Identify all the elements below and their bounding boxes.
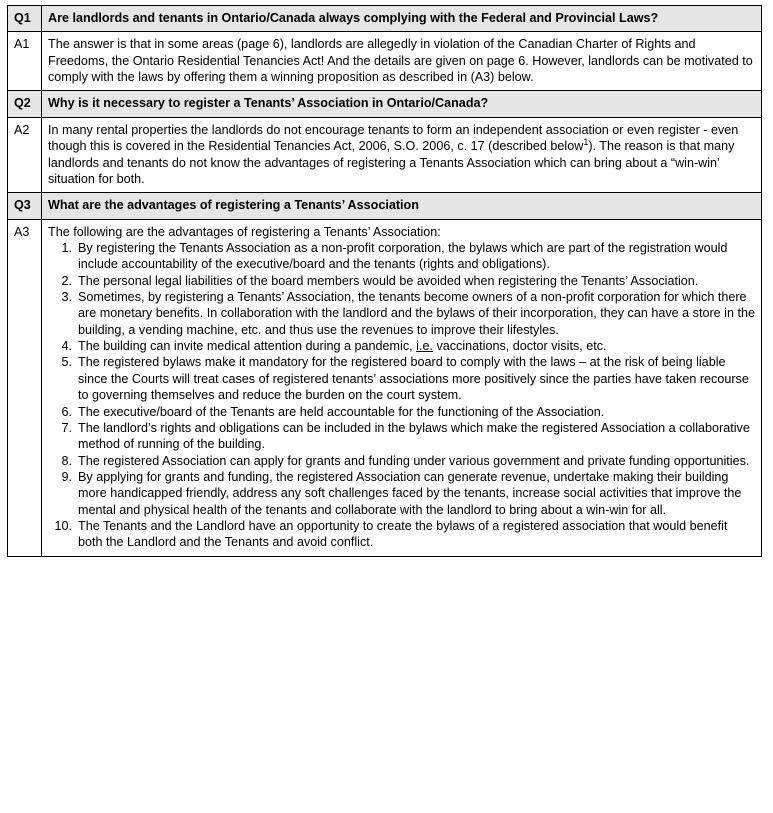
list-item: By applying for grants and funding, the registered Association can generate revenue, undertake making their building more handicapped friendly, address any soft challenges faced by the tenants, increase social activities that improve the mental and physical health of the tenants and collaborate with the landlord to bring about a win-win for all. xyxy=(78,469,742,517)
table-row xyxy=(8,32,762,91)
answer-text-a3 xyxy=(42,219,762,556)
row-label-q1: Q1 xyxy=(8,6,42,32)
question-text-q2: Why is it necessary to register a Tenants’ Association in Ontario/Canada? xyxy=(42,91,762,117)
answer-text-a2 xyxy=(42,117,762,192)
table-row xyxy=(8,117,762,192)
answer-a2-part2: ). The reason is that many landlords and tenants do not know the advantages of registering a Tenants Association which can bring about a “win-win’ situation for both. xyxy=(48,139,735,186)
row-label-a1: A1 xyxy=(8,32,42,91)
list-item: By registering the Tenants Association as a non-profit corporation, the bylaws which are part of the registration would include accountability of the executive/board and the tenants (rights and obligations). xyxy=(78,240,728,272)
table-row xyxy=(8,193,762,219)
underlined-fragment: i.e. xyxy=(416,339,433,354)
table-row xyxy=(8,6,762,32)
footnote-marker: 1 xyxy=(583,136,589,147)
answer-text-a1: The answer is that in some areas (page 6), landlords are allegedly in violation of the Canadian Charter of Rights and Freedoms, the Ontario Residential Tenancies Act! And the details are given on page 6. However, landlords can be motivated to comply with the laws by offering them a winning proposition as described in (A3) below. xyxy=(42,32,762,91)
row-label-a2: A2 xyxy=(8,117,42,192)
row-label-a3: A3 xyxy=(8,219,42,556)
faq-table xyxy=(7,5,762,557)
list-item: The building can invite medical attention during a pandemic, i.e. vaccinations, doctor visits, etc. xyxy=(78,339,607,354)
answer-a2-part1: In many rental properties the landlords do not encourage tenants to form an independent association or even register - even though this is covered in the Residential Tenancies Act, 2006, S.O. 2006, c. 17 (described below xyxy=(48,122,739,154)
table-row xyxy=(8,219,762,556)
list-item: The landlord’s rights and obligations can be included in the bylaws which make the registered Association a collaborative method of running of the building. xyxy=(78,420,750,452)
question-text-q1: Are landlords and tenants in Ontario/Canada always complying with the Federal and Provincial Laws? xyxy=(42,6,762,32)
list-item: The personal legal liabilities of the board members would be avoided when registering the Tenants’ Association. xyxy=(78,273,699,288)
list-item: The registered Association can apply for grants and funding under various government and private funding opportunities. xyxy=(78,453,750,468)
list-item: The registered bylaws make it mandatory for the registered board to comply with the laws – at the risk of being liable since the Courts will treat cases of registered tenants’ associations more positively since the parties have taken recourse to governing themselves and reduce the burden on the court system. xyxy=(78,355,749,403)
question-text-q3: What are the advantages of registering a Tenants’ Association xyxy=(42,193,762,219)
table-row xyxy=(8,91,762,117)
list-item: Sometimes, by registering a Tenants’ Association, the tenants become owners of a non-profit corporation for which there are monetary benefits. In collaboration with the landlord and the bylaws of their incorporation, they can have a store in the building, a vending machine, etc. and thus use the revenues to improve their lifestyles. xyxy=(78,290,755,337)
row-label-q2: Q2 xyxy=(8,91,42,117)
list-item: The Tenants and the Landlord have an opportunity to create the bylaws of a registered association that would benefit both the Landlord and the Tenants and avoid conflict. xyxy=(78,519,728,550)
advantages-list xyxy=(48,240,755,551)
row-label-q3: Q3 xyxy=(8,193,42,219)
list-item: The executive/board of the Tenants are held accountable for the functioning of the Association. xyxy=(78,404,605,419)
advantages-intro: The following are the advantages of registering a Tenants’ Association: xyxy=(48,224,441,239)
